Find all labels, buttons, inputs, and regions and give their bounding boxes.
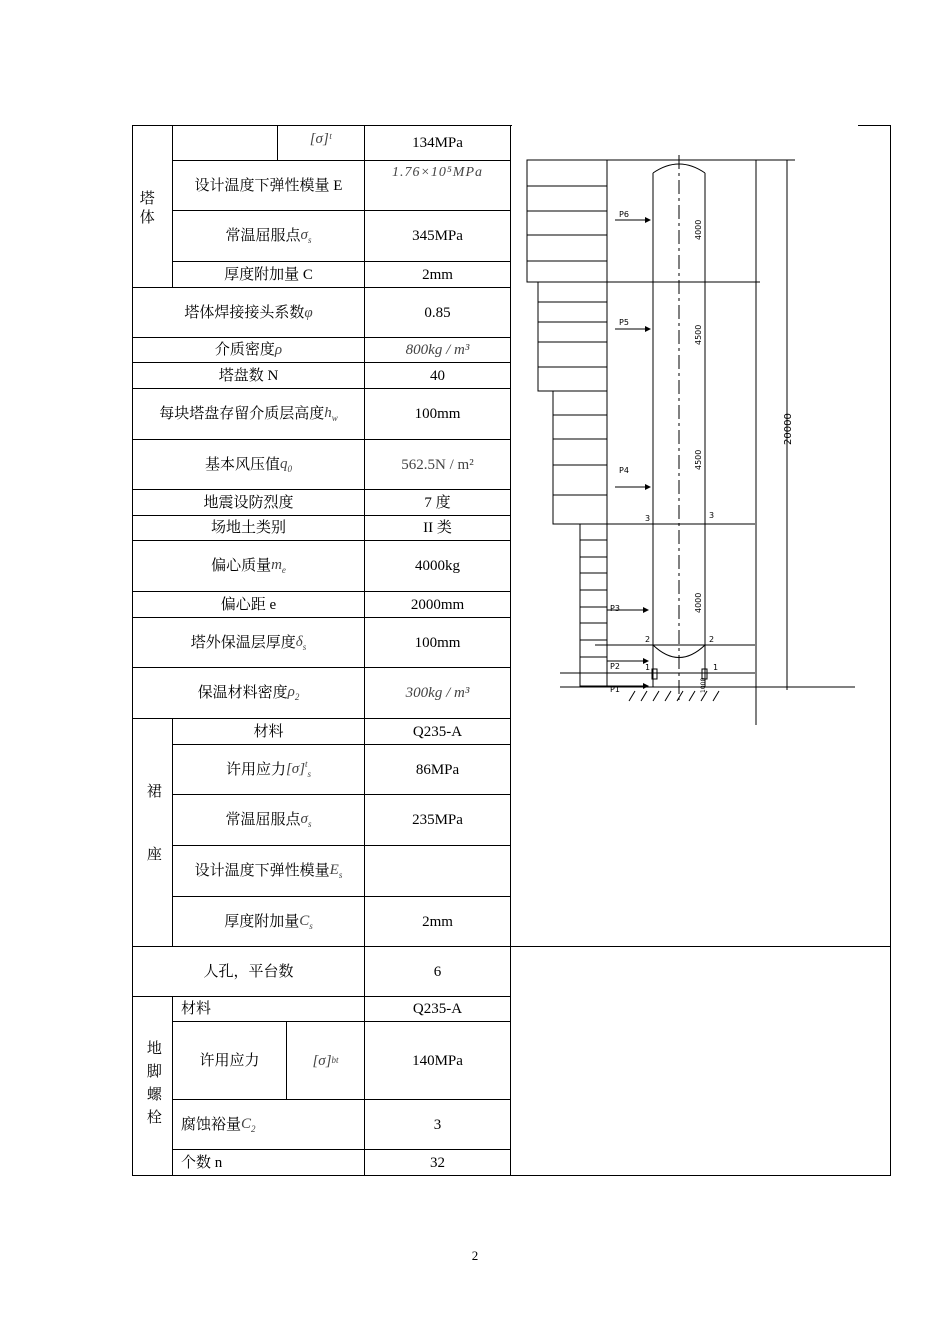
tower-thickness-allowance-label: 厚度附加量 C <box>224 266 313 283</box>
section-mark-2-left: 2 <box>645 635 651 644</box>
section-mark-2-right: 2 <box>709 635 715 644</box>
load-label-p1: P1 <box>610 685 620 694</box>
skirt-section-label: 裙座 <box>144 782 161 909</box>
eccentricity-value: 2000mm <box>410 596 465 613</box>
tower-allowable-stress-value: 134MPa <box>412 135 463 151</box>
basic-wind-pressure-label: 基本风压值 $q_0$ <box>204 455 292 474</box>
bolt-allowable-stress-label: 许用应力 <box>199 1052 260 1069</box>
section-mark-3-left: 3 <box>645 514 651 523</box>
me-symbol: $m_e$ <box>271 557 286 576</box>
skirt-material-label: 材料 <box>253 723 284 740</box>
tower-elastic-modulus-value: 1.76×10⁵MPa <box>391 165 484 180</box>
tower-yield-point-label: 常温屈服点 $\sigma_s$ <box>225 227 312 246</box>
manhole-platform-value: 6 <box>433 963 442 980</box>
skirt-material-value: Q235-A <box>412 723 463 740</box>
sigma-bt-symbol: [σ] bt <box>312 1052 339 1069</box>
tower-thickness-allowance-value: 2mm <box>422 266 453 283</box>
eccentricity-label: 偏心距 e <box>220 596 277 613</box>
section-mark-3-right: 3 <box>709 511 715 520</box>
load-label-p2: P2 <box>610 662 620 671</box>
site-soil-class-value: II 类 <box>423 520 452 536</box>
skirt-yield-point-value: 235MPa <box>412 812 463 828</box>
skirt-thickness-allowance-value: 2mm <box>422 913 453 930</box>
skirt-allowable-stress-value: 86MPa <box>415 761 460 778</box>
es-symbol: $E_s$ <box>329 862 343 881</box>
manhole-platform-label: 人孔，平台数 <box>203 963 294 980</box>
bolt-material-value: Q235-A <box>412 1001 463 1017</box>
tower-load-diagram <box>515 125 875 735</box>
eccentric-mass-value: 4000kg <box>415 558 460 574</box>
rho2-symbol: $\rho_2$ <box>287 684 300 703</box>
skirt-yield-point-label: 常温屈服点 $\sigma_s$ <box>225 811 312 830</box>
bolt-material-label: 材料 <box>181 1001 212 1017</box>
anchor-bolt-section-label: 地脚螺栓 <box>144 1040 161 1132</box>
bolt-corrosion-label: 腐蚀裕量 $C_2$ <box>181 1115 256 1134</box>
sigma-ts-symbol: $[\sigma]^t_s$ <box>285 759 312 780</box>
hw-symbol: $h_w$ <box>324 405 338 424</box>
tower-section-label: 塔体 <box>137 189 154 228</box>
load-label-p3: P3 <box>610 604 620 613</box>
q0-symbol: $q_0$ <box>280 455 292 474</box>
insulation-density-value: 300kg / m³ <box>405 685 470 701</box>
dimension-1000-skirt: 1000 <box>700 677 707 693</box>
c2-symbol: $C_2$ <box>241 1115 256 1134</box>
seismic-intensity-label: 地震设防烈度 <box>203 494 294 511</box>
seismic-intensity-value: 7 度 <box>424 494 451 511</box>
basic-wind-pressure-value: 562.5N / m² <box>401 456 474 473</box>
insulation-density-label: 保温材料密度 $\rho_2$ <box>197 684 300 703</box>
phi-symbol: φ <box>304 304 313 321</box>
section-mark-1-left: 1 <box>645 663 651 672</box>
skirt-allowable-stress-label: 许用应力 $[\sigma]^t_s$ <box>225 759 312 780</box>
dimension-4500-lower: 4500 <box>694 449 703 470</box>
liquid-layer-height-label: 每块塔盘存留介质层高度 $h_w$ <box>159 405 338 424</box>
bolt-count-label: 个数 n <box>181 1154 223 1171</box>
load-label-p5: P5 <box>619 318 629 327</box>
delta-s-symbol: $\delta_s$ <box>295 633 307 652</box>
tower-allowable-stress-symbol: [σ]ᵗ <box>309 131 332 147</box>
dimension-4000-top: 4000 <box>694 219 703 240</box>
dimension-4500-upper: 4500 <box>694 324 703 345</box>
sigma-s-symbol: $\sigma_s$ <box>300 227 312 246</box>
load-label-p4: P4 <box>619 466 629 475</box>
bolt-allowable-stress-value: 140MPa <box>412 1052 463 1069</box>
tray-count-label: 塔盘数 N <box>218 367 279 384</box>
liquid-layer-height-value: 100mm <box>414 406 461 422</box>
load-label-p6: P6 <box>619 210 629 219</box>
dimension-20000-total: 20000 <box>783 413 794 445</box>
dimension-4000-bottom: 4000 <box>694 592 703 613</box>
weld-joint-coefficient-value: 0.85 <box>424 304 451 321</box>
bolt-count-value: 32 <box>430 1154 445 1171</box>
section-mark-1-right: 1 <box>713 663 719 672</box>
tower-yield-point-value: 345MPa <box>412 228 463 244</box>
skirt-elastic-modulus-value <box>365 846 510 896</box>
medium-density-label: 介质密度 ρ <box>214 342 283 358</box>
rho-symbol: ρ <box>274 342 283 358</box>
page-number: 2 <box>471 1248 479 1263</box>
eccentric-mass-label: 偏心质量 $m_e$ <box>211 557 286 576</box>
insulation-thickness-label: 塔外保温层厚度 $\delta_s$ <box>190 633 307 652</box>
site-soil-class-label: 场地土类别 <box>210 520 286 536</box>
weld-joint-coefficient-label: 塔体焊接接头系数 φ <box>184 304 313 321</box>
skirt-elastic-modulus-label: 设计温度下弹性模量 $E_s$ <box>194 862 343 881</box>
cs-symbol: $C_s$ <box>299 912 313 931</box>
skirt-thickness-allowance-label: 厚度附加量 $C_s$ <box>224 912 313 931</box>
medium-density-value: 800kg / m³ <box>405 342 470 358</box>
bolt-corrosion-value: 3 <box>433 1116 442 1133</box>
tower-elastic-modulus-label: 设计温度下弹性模量 E <box>194 177 343 194</box>
sigma-s-symbol: $\sigma_s$ <box>300 811 312 830</box>
insulation-thickness-value: 100mm <box>414 634 461 651</box>
tray-count-value: 40 <box>430 367 445 384</box>
